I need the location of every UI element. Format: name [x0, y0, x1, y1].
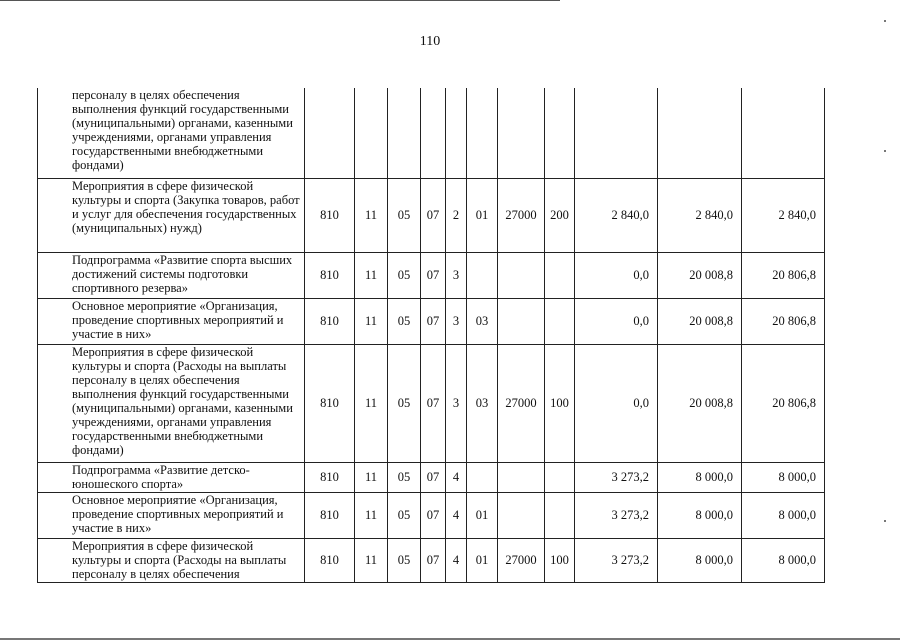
cell-v1	[575, 88, 658, 178]
cell-c8	[545, 252, 575, 298]
cell-c6	[467, 462, 498, 492]
cell-c6: 01	[467, 178, 498, 252]
cell-c3	[388, 88, 421, 178]
cell-v1: 3 273,2	[575, 462, 658, 492]
cell-c7	[498, 252, 545, 298]
cell-c5: 3	[446, 252, 467, 298]
cell-c3: 05	[388, 538, 421, 582]
cell-c7	[498, 298, 545, 344]
cell-v1: 0,0	[575, 298, 658, 344]
cell-c4	[421, 88, 446, 178]
table-row	[38, 492, 825, 538]
cell-c2: 11	[355, 344, 388, 462]
cell-c3: 05	[388, 462, 421, 492]
cell-c4: 07	[421, 252, 446, 298]
row-name: Основное мероприятие «Организация, проведение спортивных мероприятий и участие в них»	[38, 492, 305, 538]
cell-v3: 20 806,8	[742, 298, 825, 344]
cell-c7	[498, 462, 545, 492]
budget-table	[37, 88, 825, 583]
cell-v1: 3 273,2	[575, 538, 658, 582]
cell-c5: 3	[446, 298, 467, 344]
cell-c4: 07	[421, 298, 446, 344]
cell-v2	[658, 88, 742, 178]
table-row	[38, 344, 825, 462]
cell-c6: 03	[467, 298, 498, 344]
cell-v2: 8 000,0	[658, 538, 742, 582]
cell-c4: 07	[421, 462, 446, 492]
cell-c2: 11	[355, 178, 388, 252]
scan-speck	[884, 520, 886, 522]
cell-c5: 3	[446, 344, 467, 462]
cell-c2	[355, 88, 388, 178]
row-name: Подпрограмма «Развитие детско-юношеского спорта»	[38, 462, 305, 492]
cell-c1: 810	[305, 492, 355, 538]
row-name: Основное мероприятие «Организация, проведение спортивных мероприятий и участие в них»	[38, 298, 305, 344]
cell-c1: 810	[305, 298, 355, 344]
cell-c7: 27000	[498, 344, 545, 462]
cell-c4: 07	[421, 178, 446, 252]
cell-c2: 11	[355, 492, 388, 538]
row-name: Подпрограмма «Развитие спорта высших достижений системы подготовки спортивного резерва»	[38, 252, 305, 298]
cell-c8: 200	[545, 178, 575, 252]
scan-speck	[884, 150, 886, 152]
cell-c8: 100	[545, 344, 575, 462]
cell-c1: 810	[305, 344, 355, 462]
budget-table-wrapper	[37, 88, 825, 583]
table-row	[38, 252, 825, 298]
cell-c7: 27000	[498, 538, 545, 582]
cell-c6: 01	[467, 492, 498, 538]
table-row	[38, 462, 825, 492]
cell-c1: 810	[305, 462, 355, 492]
cell-c8	[545, 298, 575, 344]
cell-c6: 01	[467, 538, 498, 582]
cell-v2: 20 008,8	[658, 252, 742, 298]
scan-top-edge	[0, 0, 560, 1]
cell-c1	[305, 88, 355, 178]
cell-c6	[467, 88, 498, 178]
table-row	[38, 538, 825, 582]
cell-c8	[545, 88, 575, 178]
cell-c5: 4	[446, 538, 467, 582]
cell-c8	[545, 462, 575, 492]
cell-v3: 20 806,8	[742, 344, 825, 462]
cell-c5	[446, 88, 467, 178]
cell-v2: 8 000,0	[658, 462, 742, 492]
cell-c4: 07	[421, 492, 446, 538]
page-number: 110	[419, 34, 441, 49]
cell-c3: 05	[388, 344, 421, 462]
cell-c7	[498, 88, 545, 178]
cell-v1: 2 840,0	[575, 178, 658, 252]
row-name: Мероприятия в сфере физической культуры и спорта (Расходы на выплаты персоналу в целях обеспечения выполнения функций государственными (муниципальными) органами, казенными учреждениями, органами управления государственными внебюджетными фондами)	[38, 344, 305, 462]
cell-v2: 20 008,8	[658, 344, 742, 462]
cell-v2: 8 000,0	[658, 492, 742, 538]
table-row	[38, 298, 825, 344]
cell-c1: 810	[305, 538, 355, 582]
row-name: персоналу в целях обеспечения выполнения функций государственными (муниципальными) органами, казенными учреждениями, органами управления государственными внебюджетными фондами)	[38, 88, 305, 178]
cell-v3: 8 000,0	[742, 538, 825, 582]
cell-c2: 11	[355, 252, 388, 298]
cell-v3: 8 000,0	[742, 462, 825, 492]
cell-c4: 07	[421, 538, 446, 582]
row-name: Мероприятия в сфере физической культуры и спорта (Закупка товаров, работ и услуг для обеспечения государственных (муниципальных) нужд)	[38, 178, 305, 252]
cell-c3: 05	[388, 252, 421, 298]
cell-c2: 11	[355, 462, 388, 492]
cell-c5: 4	[446, 462, 467, 492]
cell-c2: 11	[355, 298, 388, 344]
cell-v3: 2 840,0	[742, 178, 825, 252]
cell-c1: 810	[305, 178, 355, 252]
cell-c8: 100	[545, 538, 575, 582]
cell-v3: 20 806,8	[742, 252, 825, 298]
cell-c2: 11	[355, 538, 388, 582]
cell-c4: 07	[421, 344, 446, 462]
cell-v2: 20 008,8	[658, 298, 742, 344]
cell-c5: 2	[446, 178, 467, 252]
scan-speck	[884, 20, 886, 22]
cell-c6	[467, 252, 498, 298]
cell-v1: 0,0	[575, 344, 658, 462]
row-name: Мероприятия в сфере физической культуры и спорта (Расходы на выплаты персоналу в целях обеспечения	[38, 538, 305, 582]
cell-v1: 3 273,2	[575, 492, 658, 538]
cell-c6: 03	[467, 344, 498, 462]
cell-v3: 8 000,0	[742, 492, 825, 538]
cell-c3: 05	[388, 492, 421, 538]
cell-c7	[498, 492, 545, 538]
cell-c3: 05	[388, 178, 421, 252]
cell-v3	[742, 88, 825, 178]
cell-v1: 0,0	[575, 252, 658, 298]
cell-c5: 4	[446, 492, 467, 538]
cell-c8	[545, 492, 575, 538]
table-row	[38, 88, 825, 178]
table-row	[38, 178, 825, 252]
cell-c1: 810	[305, 252, 355, 298]
table-body	[38, 88, 825, 582]
cell-c3: 05	[388, 298, 421, 344]
cell-c7: 27000	[498, 178, 545, 252]
cell-v2: 2 840,0	[658, 178, 742, 252]
